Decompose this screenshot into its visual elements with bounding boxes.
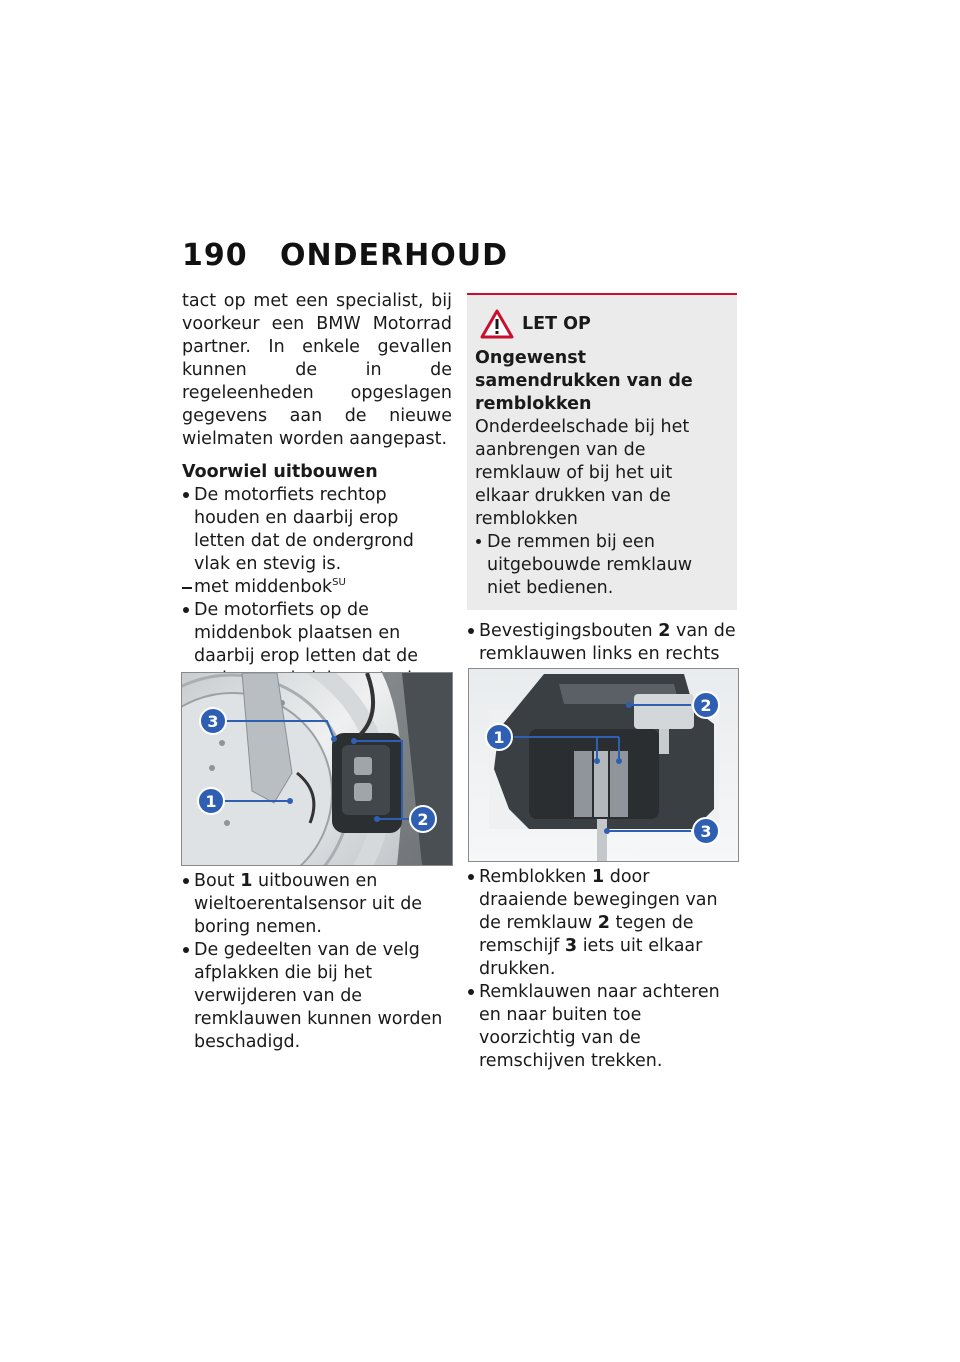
warning-heading: Ongewenst samendrukken van de remblokken: [475, 348, 693, 414]
bullet-item: [182, 870, 452, 939]
callout-label: 2: [700, 696, 712, 715]
left-column: [182, 290, 452, 714]
bullet-text: tegen de remschijf: [479, 913, 694, 956]
caliper-detail-illustration: [469, 669, 738, 861]
warning-box: [467, 293, 737, 610]
right-column: [467, 293, 737, 712]
intro-paragraph: tact op met een specialist, bij voorkeur een BMW Motorrad partner. In enkele gevallen kunnen de in de regeleenheden opgeslagen gegevens aan de nieuwe wielmaten worden aangepast.: [182, 291, 452, 449]
chapter-title: ONDERHOUD: [280, 238, 508, 273]
page-header: [182, 238, 508, 273]
bullet-text: De remmen bij een uitgebouwde remklauw niet bedienen.: [487, 532, 693, 598]
bullet-text: De motorfiets rechtop houden en daarbij erop letten dat de ondergrond vlak en stevig is.: [194, 485, 414, 574]
bullet-text: iets uit elkaar drukken.: [479, 936, 703, 979]
part-number: 2: [597, 913, 610, 933]
condition-line: [182, 576, 452, 599]
wheel-caliper-illustration: [182, 673, 452, 865]
bullet-text: Bevestigingsbouten: [479, 621, 653, 641]
part-number: 1: [240, 871, 253, 891]
part-number: 2: [658, 621, 671, 641]
left-column-lower: [182, 870, 452, 1054]
right-column-lower: [467, 866, 737, 1073]
section-heading: Voorwiel uitbouwen: [182, 462, 378, 482]
warning-title: [480, 309, 727, 339]
bullet-item: [182, 939, 452, 1054]
bullet-item: [467, 866, 737, 981]
warning-triangle-icon: [480, 309, 514, 339]
warning-label: LET OP: [522, 313, 591, 334]
page-number: 190: [182, 238, 248, 273]
condition-text: met middenbok: [194, 577, 333, 597]
warning-bullet: [475, 531, 727, 600]
bullet-text: van de remklauwen links en rechts: [479, 621, 736, 664]
part-number: 1: [591, 867, 605, 887]
bullet-item: [182, 484, 452, 576]
bullet-text: Remklauwen naar achteren en naar buiten toe voorzichtig van de remschijven trekken.: [479, 982, 720, 1071]
bullet-text: De motorfiets op de middenbok plaatsen en daarbij erop letten dat de: [194, 600, 419, 666]
bullet-text: Bout: [194, 871, 235, 891]
callout-label: 3: [207, 712, 219, 731]
callout-label: 3: [700, 822, 712, 841]
callout-label: 2: [417, 810, 429, 829]
callout-label: 1: [493, 728, 505, 747]
part-number: 3: [564, 936, 578, 956]
bullet-text: De gedeelten van de velg afplakken die bij het verwijderen van de remklauwen kunnen worden beschadigd.: [194, 940, 443, 1052]
callout-label: 1: [205, 792, 217, 811]
warning-text: Onderdeelschade bij het aanbrengen van de remklauw of bij het uit elkaar drukken van de remblokken: [475, 417, 690, 529]
bullet-text: uitbouwen en wieltoerentalsensor uit de boring nemen.: [194, 871, 423, 937]
bullet-item: [467, 981, 737, 1073]
bullet-text: Remblokken: [479, 867, 587, 887]
figure-wheel-caliper: [181, 672, 453, 866]
option-code: SU: [332, 577, 346, 589]
figure-caliper-detail: [468, 668, 739, 862]
bullet-text: door draaiende bewegingen van de remklauw: [479, 867, 718, 933]
